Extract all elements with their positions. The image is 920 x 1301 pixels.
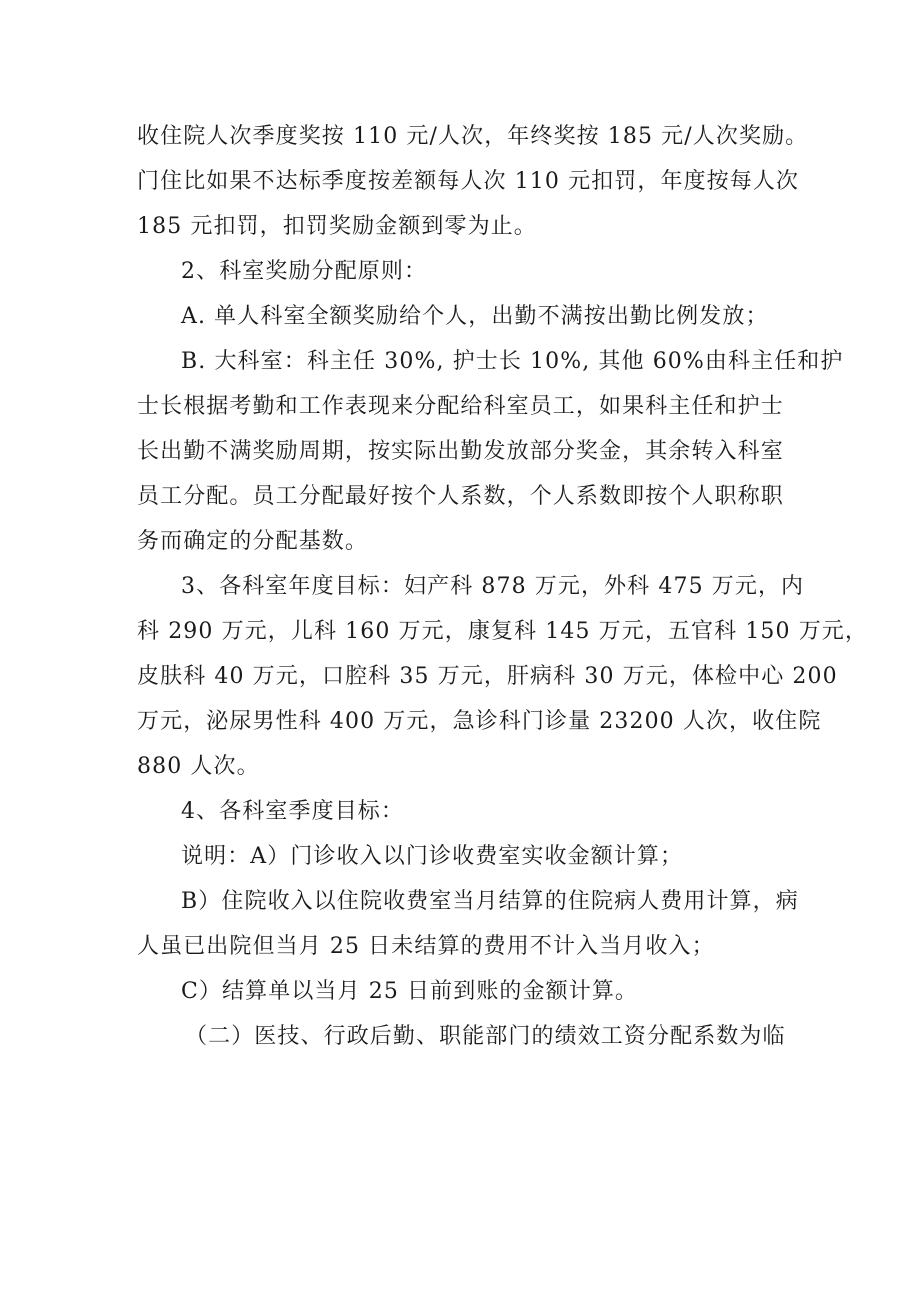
section-heading xyxy=(137,249,797,294)
text-line xyxy=(137,879,797,924)
line-text: （二）医技、行政后勤、职能部门的绩效工资分配系数为临 xyxy=(185,1024,786,1049)
text-line xyxy=(137,294,797,339)
text-line xyxy=(137,834,797,879)
line-text: B. 大科室：科主任 30%, 护士长 10%, 其他 60%由科主任和护 xyxy=(181,349,844,374)
line-text: 士长根据考勤和工作表现来分配给科室员工，如果科主任和护士 xyxy=(137,394,784,419)
section-heading xyxy=(137,564,805,609)
line-text: 长出勤不满奖励周期，按实际出勤发放部分奖金，其余转入科室 xyxy=(137,439,784,464)
line-text: 4、各科室季度目标： xyxy=(181,799,404,824)
line-text: 门住比如果不达标季度按差额每人次 110 元扣罚，年度按每人次 xyxy=(137,169,800,194)
line-text: A. 单人科室全额奖励给个人，出勤不满按出勤比例发放； xyxy=(181,304,769,329)
line-text: 说明：A）门诊收入以门诊收费室实收金额计算； xyxy=(181,844,684,869)
text-line xyxy=(137,699,822,744)
line-text: B）住院收入以住院收费室当月结算的住院病人费用计算，病 xyxy=(181,889,799,914)
line-text: 880 人次。 xyxy=(137,754,260,779)
text-line xyxy=(137,744,797,789)
text-line xyxy=(137,654,838,699)
line-text: 员工分配。员工分配最好按个人系数，个人系数即按个人职称职 xyxy=(137,484,784,509)
line-text: 2、科室奖励分配原则： xyxy=(181,259,428,284)
section-heading xyxy=(137,1014,797,1059)
text-line xyxy=(137,924,797,969)
line-text: C）结算单以当月 25 日前到账的金额计算。 xyxy=(181,979,639,1004)
line-text: 185 元扣罚，扣罚奖励金额到零为止。 xyxy=(137,214,537,239)
line-text: 人虽已出院但当月 25 日未结算的费用不计入当月收入； xyxy=(137,934,715,959)
line-text: 皮肤科 40 万元，口腔科 35 万元，肝病科 30 万元，体检中心 200 xyxy=(137,664,838,689)
text-line xyxy=(137,339,844,384)
text-line xyxy=(137,159,800,204)
line-text: 收住院人次季度奖按 110 元/人次，年终奖按 185 元/人次奖励。 xyxy=(137,124,809,149)
document-body xyxy=(137,114,869,1059)
text-line xyxy=(137,474,797,519)
text-line xyxy=(137,384,797,429)
text-line xyxy=(137,114,809,159)
text-line xyxy=(137,429,797,474)
text-line xyxy=(137,204,797,249)
line-text: 务而确定的分配基数。 xyxy=(137,529,369,554)
text-line xyxy=(137,519,797,564)
line-text: 3、各科室年度目标：妇产科 878 万元，外科 475 万元，内 xyxy=(181,574,805,599)
line-text: 万元，泌尿男性科 400 万元，急诊科门诊量 23200 人次，收住院 xyxy=(137,709,822,734)
text-line xyxy=(137,609,869,654)
line-text: 科 290 万元，儿科 160 万元，康复科 145 万元，五官科 150 万元， xyxy=(137,619,869,644)
text-line xyxy=(137,969,797,1014)
section-heading xyxy=(137,789,797,834)
